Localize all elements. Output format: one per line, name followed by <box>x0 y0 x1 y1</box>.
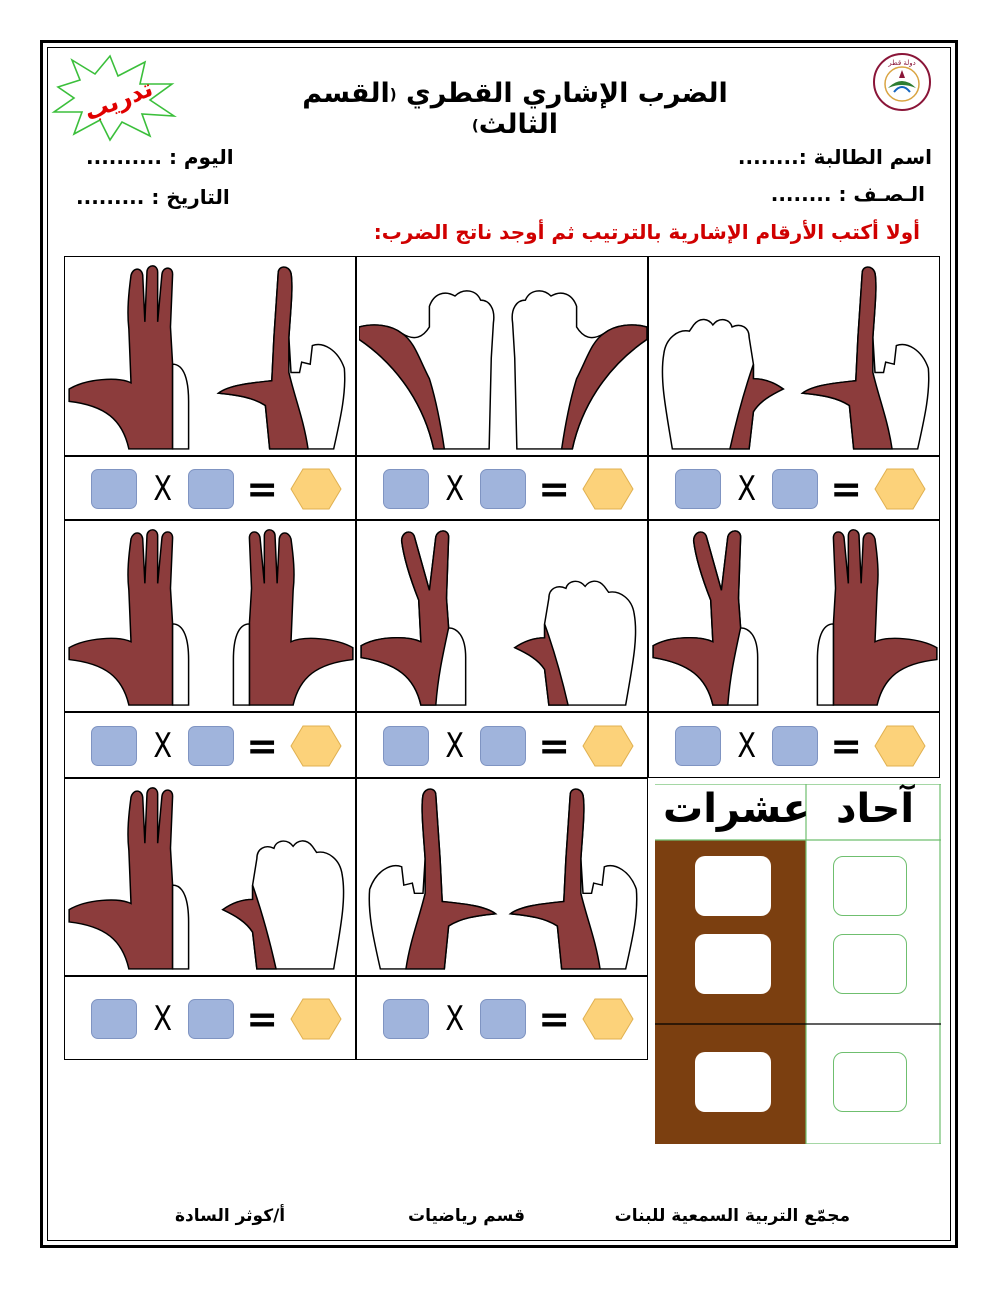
equals-sign: = <box>246 997 279 1041</box>
product-hexagon[interactable] <box>582 997 634 1041</box>
equation-cell-r1-c2 <box>356 456 648 520</box>
factor-box-2[interactable] <box>480 469 526 509</box>
title-open-paren: ( <box>389 85 397 104</box>
left-hand-icon <box>361 531 466 705</box>
product-hexagon[interactable] <box>290 467 342 511</box>
factor-box-1[interactable] <box>675 469 721 509</box>
title-main: الضرب الإشاري القطري <box>406 78 728 109</box>
title-section: القسم الثالث <box>302 78 559 140</box>
right-hand-icon <box>233 530 352 705</box>
footer-teacher: أ/كوثر السادة <box>175 1206 286 1226</box>
right-hand-icon <box>218 267 344 449</box>
hand-cell-r1-c3 <box>64 256 356 456</box>
tens-box-2[interactable] <box>695 934 771 994</box>
factor-box-2[interactable] <box>480 726 526 766</box>
left-hand-icon <box>369 789 495 969</box>
factor-box-1[interactable] <box>91 469 137 509</box>
times-sign: X <box>737 469 756 509</box>
footer-department: قسم رياضيات <box>408 1206 526 1226</box>
right-hand-icon <box>510 789 636 969</box>
times-sign: X <box>445 469 464 509</box>
title-close-paren: ) <box>471 116 479 135</box>
times-sign: X <box>737 726 756 766</box>
factor-box-1[interactable] <box>91 999 137 1039</box>
practice-stamp <box>50 52 180 142</box>
equals-sign: = <box>830 467 863 511</box>
left-hand-icon <box>653 531 758 705</box>
equation-cell-r1-c1 <box>648 456 940 520</box>
right-hand-icon <box>223 841 344 969</box>
equals-sign: = <box>538 467 571 511</box>
product-hexagon[interactable] <box>874 724 926 768</box>
ones-heading: آحاد <box>835 786 915 832</box>
factor-box-2[interactable] <box>772 726 818 766</box>
hand-cell-r2-c3 <box>64 520 356 712</box>
equation-cell-r2-c2 <box>356 712 648 778</box>
right-hand-icon <box>512 291 647 449</box>
day-field[interactable]: اليوم : .......... <box>86 145 234 169</box>
product-hexagon[interactable] <box>582 724 634 768</box>
equation-cell-r3-c2 <box>356 976 648 1060</box>
product-hexagon[interactable] <box>874 467 926 511</box>
equals-sign: = <box>538 724 571 768</box>
ones-box-3[interactable] <box>833 1052 907 1112</box>
right-hand-icon <box>802 267 928 449</box>
page-title <box>260 78 770 140</box>
factor-box-1[interactable] <box>383 469 429 509</box>
hand-cell-r3-c2 <box>356 778 648 976</box>
ones-box-1[interactable] <box>833 856 907 916</box>
left-hand-icon <box>662 319 783 448</box>
factor-box-2[interactable] <box>188 999 234 1039</box>
stamp-label: تدريب <box>80 73 157 127</box>
equals-sign: = <box>830 724 863 768</box>
times-sign: X <box>153 999 172 1039</box>
student-name-field[interactable]: اسم الطالبة :........ <box>737 145 932 169</box>
date-field[interactable]: التاريخ : ......... <box>76 185 230 209</box>
equals-sign: = <box>246 724 279 768</box>
right-hand-icon <box>817 530 936 705</box>
times-sign: X <box>153 726 172 766</box>
class-field[interactable]: الـصـف : ........ <box>770 182 925 206</box>
equation-cell-r2-c3 <box>64 712 356 778</box>
instruction-text: أولا أكتب الأرقام الإشارية بالترتيب ثم أوجد ناتج الضرب: <box>373 220 920 244</box>
times-sign: X <box>445 726 464 766</box>
factor-box-1[interactable] <box>91 726 137 766</box>
tens-box-1[interactable] <box>695 856 771 916</box>
factor-box-1[interactable] <box>383 726 429 766</box>
left-hand-icon <box>69 788 188 969</box>
hand-cell-r1-c2 <box>356 256 648 456</box>
hand-cell-r2-c2 <box>356 520 648 712</box>
qatar-ministry-logo <box>872 52 932 112</box>
factor-box-2[interactable] <box>188 726 234 766</box>
product-hexagon[interactable] <box>290 997 342 1041</box>
equation-cell-r2-c1 <box>648 712 940 778</box>
place-value-chart <box>655 784 941 1144</box>
product-hexagon[interactable] <box>582 467 634 511</box>
times-sign: X <box>153 469 172 509</box>
logo-label: دولة قطر <box>888 59 916 67</box>
hand-cell-r1-c1 <box>648 256 940 456</box>
equation-cell-r3-c3 <box>64 976 356 1060</box>
left-hand-icon <box>69 530 188 705</box>
tens-box-3[interactable] <box>695 1052 771 1112</box>
left-hand-icon <box>69 266 188 449</box>
footer-school: مجمّع التربية السمعية للبنات <box>614 1206 850 1226</box>
hand-cell-r2-c1 <box>648 520 940 712</box>
product-hexagon[interactable] <box>290 724 342 768</box>
hand-cell-r3-c3 <box>64 778 356 976</box>
equals-sign: = <box>246 467 279 511</box>
left-hand-icon <box>359 291 494 449</box>
factor-box-2[interactable] <box>188 469 234 509</box>
factor-box-1[interactable] <box>383 999 429 1039</box>
equation-cell-r1-c3 <box>64 456 356 520</box>
right-hand-icon <box>515 581 636 705</box>
ones-box-2[interactable] <box>833 934 907 994</box>
factor-box-2[interactable] <box>480 999 526 1039</box>
factor-box-2[interactable] <box>772 469 818 509</box>
factor-box-1[interactable] <box>675 726 721 766</box>
times-sign: X <box>445 999 464 1039</box>
equals-sign: = <box>538 997 571 1041</box>
tens-heading: عشرات <box>663 786 810 832</box>
